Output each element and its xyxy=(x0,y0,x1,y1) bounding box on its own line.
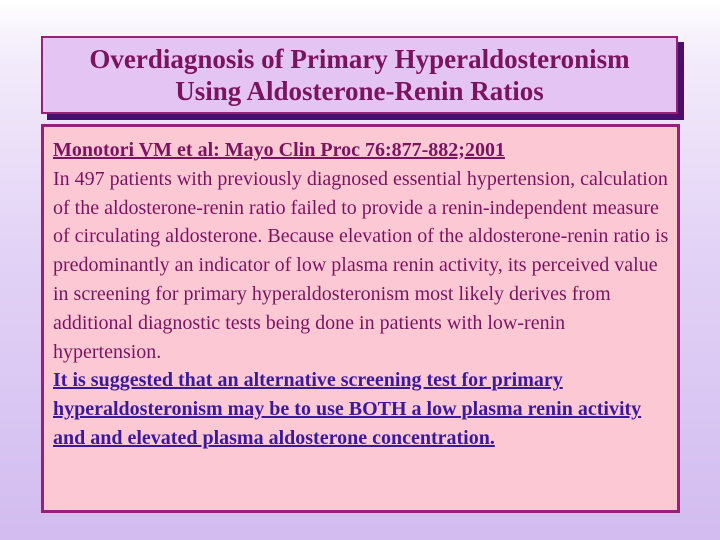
slide-title-line-1: Overdiagnosis of Primary Hyperaldosteronism xyxy=(89,44,630,74)
citation: Monotori VM et al: Mayo Clin Proc 76:877-882;2001 xyxy=(53,139,505,161)
title-box xyxy=(41,36,678,114)
content-box xyxy=(41,124,680,513)
slide-title-line-2: Using Aldosterone-Renin Ratios xyxy=(175,76,544,106)
body-paragraph: In 497 patients with previously diagnosed essential hypertension, calculation of the aldosterone-renin ratio failed to provide a renin-independent measure of circulating aldosterone. Because elevation of the aldosterone-renin ratio is predominantly an indicator of low plasma renin activity, its perceived value in screening for primary hyperaldosteronism most likely derives from additional diagnostic tests being done in patients with low-renin hypertension. xyxy=(53,167,669,363)
conclusion-paragraph: It is suggested that an alternative screening test for primary hyperaldosteronism may be to use BOTH a low plasma renin activity and and elevated plasma aldosterone concentration. xyxy=(53,369,642,449)
